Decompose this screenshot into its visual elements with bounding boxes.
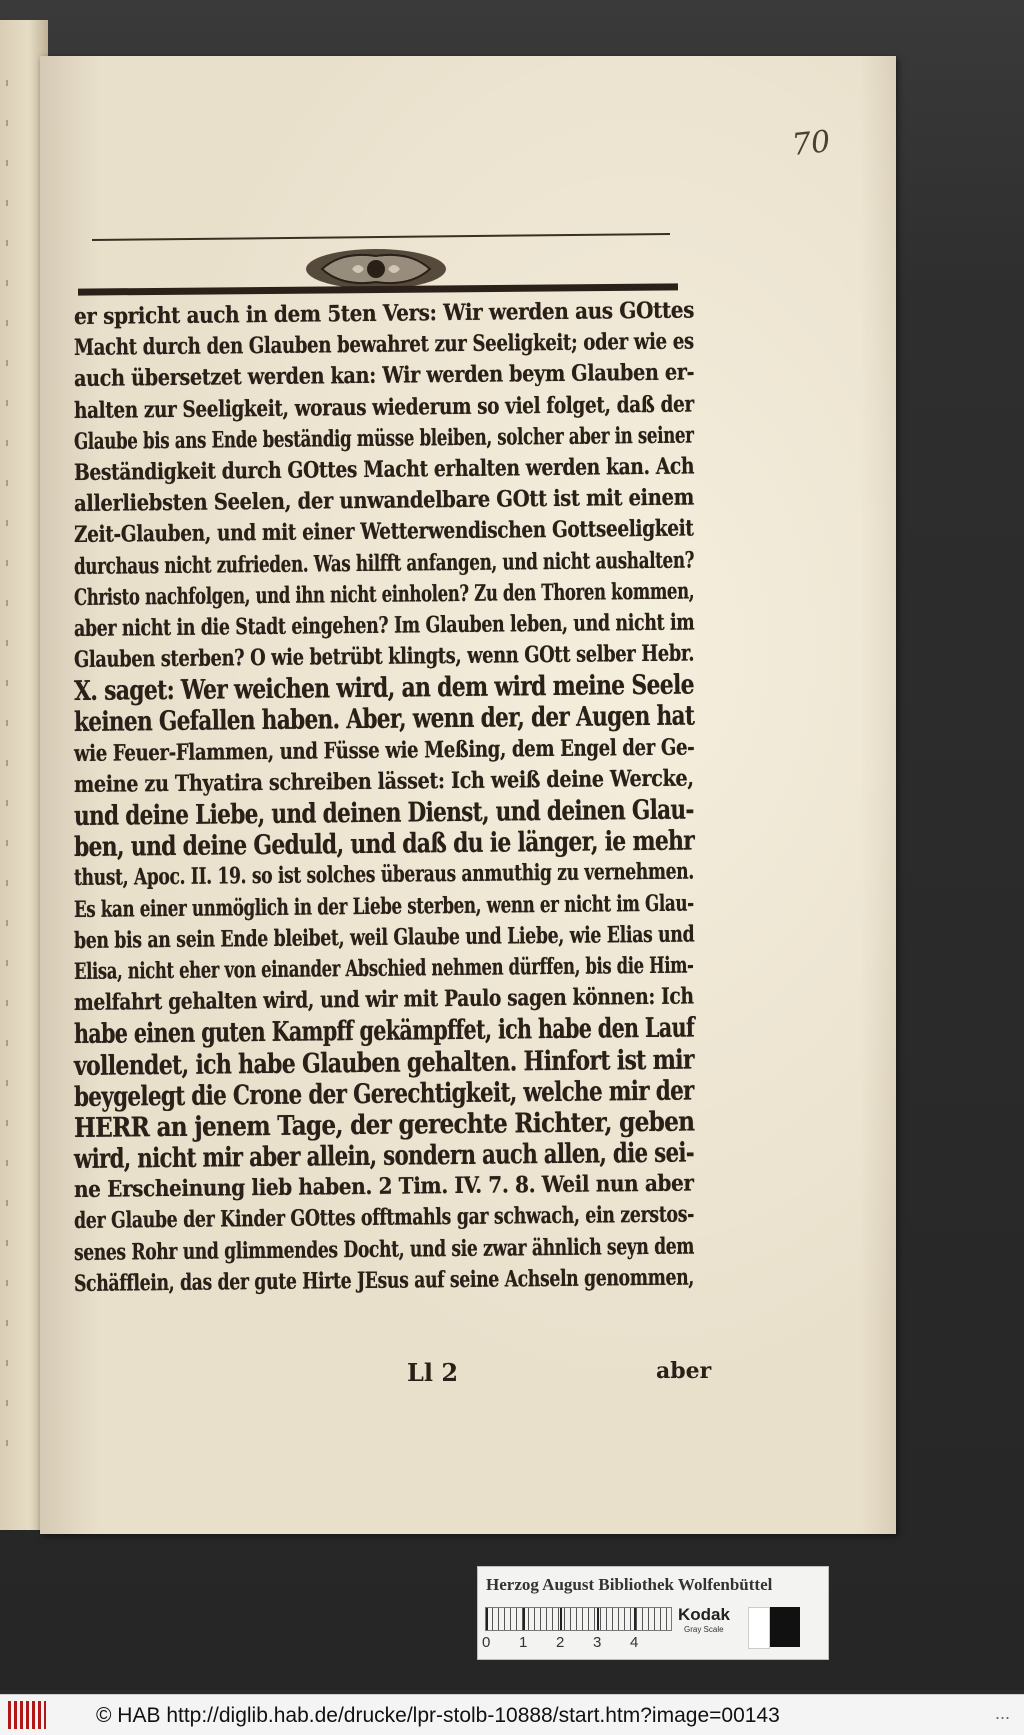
hab-logo-icon bbox=[8, 1701, 46, 1729]
ruler-number: 2 bbox=[556, 1634, 565, 1651]
text-line: Glauben sterben? O wie betrübt klingts, wenn GOtt selber Hebr. bbox=[73, 640, 695, 674]
text-line: halten zur Seeligkeit, woraus wiederum so viel folget, daß der bbox=[73, 391, 694, 424]
text-line: melfahrt gehalten wird, und wir mit Paulo sagen können: Ich bbox=[73, 983, 694, 1017]
ruler-number: 3 bbox=[593, 1634, 602, 1651]
text-line: der Glaube der Kinder GOttes offtmahls gar schwach, ein zerstos- bbox=[73, 1201, 695, 1235]
text-line: vollendet, ich habe Glauben gehalten. Hinfort ist mir bbox=[73, 1044, 694, 1082]
text-line: auch übersetzet werden kan: Wir werden beym Glauben er- bbox=[73, 359, 695, 393]
text-line: habe einen guten Kampff gekämpffet, ich habe den Lauf bbox=[73, 1012, 695, 1051]
text-line: Christo nachfolgen, und ihn nicht einholen? Zu den Thoren kommen, bbox=[73, 578, 695, 611]
text-line: beygelegt die Crone der Gerechtigkeit, welche mir der bbox=[73, 1075, 694, 1113]
copyright-url[interactable]: © HAB http://diglib.hab.de/drucke/lpr-stolb-10888/start.htm?image=00143 bbox=[96, 1704, 780, 1727]
ruler-number: 0 bbox=[482, 1634, 491, 1651]
text-line: Zeit-Glauben, und mit einer Wetterwendischen Gottseeligkeit bbox=[73, 515, 694, 549]
text-line: Es kan einer unmöglich in der Liebe sterben, wenn er nicht im Glau- bbox=[73, 890, 694, 923]
text-line: er spricht auch in dem 5ten Vers: Wir werden aus GOttes bbox=[73, 297, 695, 330]
status-bar bbox=[0, 1694, 1024, 1735]
library-name: Herzog August Bibliothek Wolfenbüttel bbox=[486, 1575, 773, 1594]
catchword: aber bbox=[656, 1358, 712, 1384]
page-footer bbox=[74, 1358, 712, 1390]
book-page bbox=[40, 56, 896, 1534]
more-icon[interactable]: ... bbox=[995, 1703, 1011, 1723]
text-line: Glaube bis ans Ende beständig müsse bleiben, solcher aber in seiner bbox=[73, 422, 694, 455]
body-text bbox=[73, 297, 695, 1300]
text-line: Elisa, nicht eher von einander Abschied nehmen dürffen, bis die Him- bbox=[73, 952, 694, 985]
text-line: allerliebsten Seelen, der unwandelbare GOtt ist mit einem bbox=[73, 484, 695, 518]
text-line: thust, Apoc. II. 19. so ist solches überaus anmuthig zu vernehmen. bbox=[73, 858, 695, 892]
text-line: keinen Gefallen haben. Aber, wenn der, der Augen hat bbox=[73, 700, 695, 739]
scale-ruler bbox=[485, 1607, 672, 1631]
kodak-logo: Kodak bbox=[678, 1605, 730, 1624]
signature-mark: Ll 2 bbox=[407, 1358, 459, 1387]
text-line: durchaus nicht zufrieden. Was hilfft anfangen, und nicht aushalten? bbox=[73, 547, 695, 580]
ruler-major-ticks bbox=[486, 1608, 671, 1630]
text-line: senes Rohr und glimmendes Docht, und sie zwar ähnlich seyn dem bbox=[73, 1233, 695, 1266]
text-line: aber nicht in die Stadt eingehen? Im Glauben leben, und nicht im bbox=[73, 609, 695, 642]
text-line: ben bis an sein Ende bleibet, weil Glaube und Liebe, wie Elias und bbox=[73, 921, 695, 954]
text-line: Beständigkeit durch GOttes Macht erhalten werden kan. Ach bbox=[73, 453, 695, 486]
ruler-number: 1 bbox=[519, 1634, 528, 1651]
text-line: und deine Liebe, und deinen Dienst, und deinen Glau- bbox=[73, 794, 694, 832]
text-line: wie Feuer-Flammen, und Füsse wie Meßing, dem Engel der Ge- bbox=[73, 734, 695, 767]
ruler-number: 4 bbox=[630, 1634, 639, 1651]
text-line: X. saget: Wer weichen wird, an dem wird meine Seele bbox=[73, 669, 695, 708]
previous-page-text-edge bbox=[6, 80, 8, 1480]
kodak-subtitle: Gray Scale bbox=[684, 1625, 724, 1634]
folio-number: 70 bbox=[790, 124, 832, 163]
white-patch bbox=[748, 1607, 770, 1649]
text-line: meine zu Thyatira schreiben lässet: Ich weiß deine Wercke, bbox=[73, 765, 694, 798]
headpiece-bar bbox=[78, 283, 678, 295]
text-line: HERR an jenem Tage, der gerechte Richter, geben bbox=[73, 1106, 695, 1144]
top-rule bbox=[92, 233, 670, 241]
text-line: ben, und deine Geduld, und daß du ie länger, ie mehr bbox=[73, 825, 695, 864]
text-line: Macht durch den Glauben bewahret zur Seeligkeit; oder wie es bbox=[73, 328, 694, 362]
color-reference-card bbox=[477, 1566, 829, 1660]
text-line: ne Erscheinung lieb haben. 2 Tim. IV. 7. 8. Weil nun aber bbox=[73, 1170, 694, 1204]
black-patch bbox=[770, 1607, 800, 1647]
text-line: wird, nicht mir aber allein, sondern auch allen, die sei- bbox=[73, 1137, 695, 1176]
text-line: Schäfflein, das der gute Hirte JEsus auf seine Achseln genommen, bbox=[73, 1264, 695, 1297]
